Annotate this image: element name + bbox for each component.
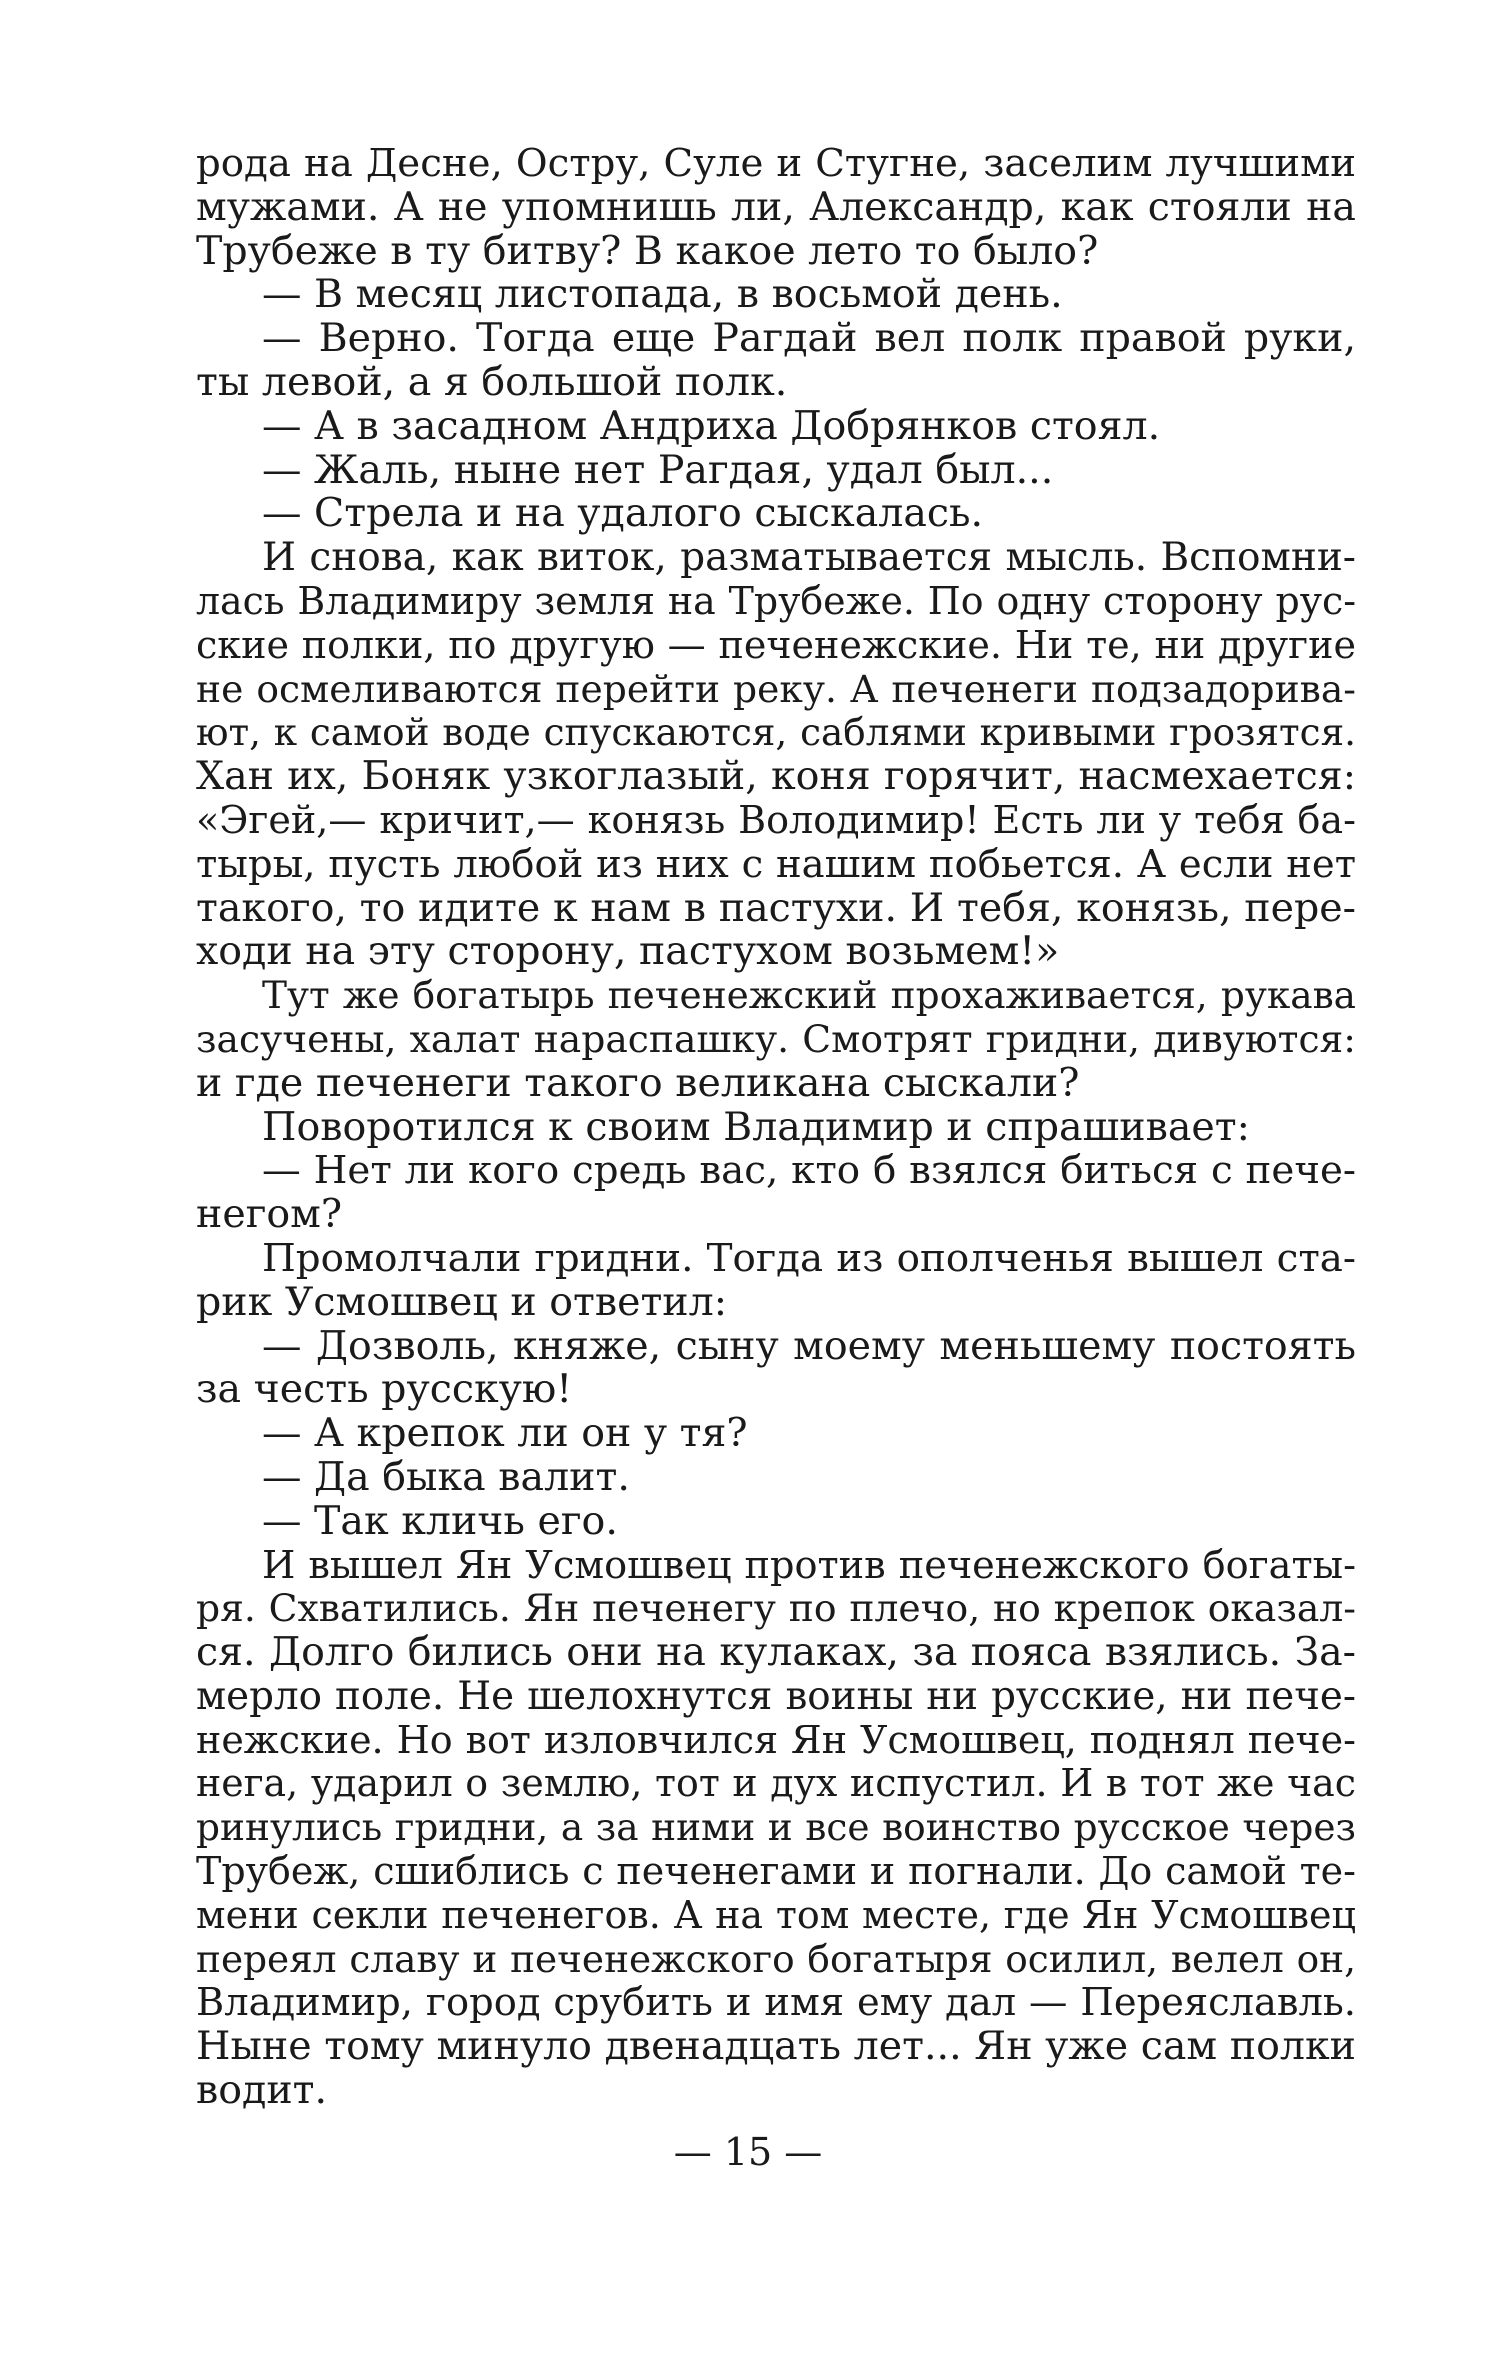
text-line: — Стрела и на удалого сыскалась.: [262, 490, 984, 537]
text-line: ся. Долго бились они на кулаках, за пояса взялись. За-: [196, 1629, 1356, 1676]
text-line: нега, ударил о землю, тот и дух испустил. И в тот же час: [196, 1761, 1356, 1806]
text-line: и где печенеги такого великана сыскали?: [196, 1059, 1080, 1106]
text-line: Трубеж, сшиблись с печенегами и погнали. До самой те-: [196, 1849, 1356, 1894]
text-line: Хан их, Боняк узкоглазый, коня горячит, насмехается:: [196, 753, 1356, 800]
text-line: — В месяц листопада, в восьмой день.: [262, 271, 1063, 318]
body-text: [196, 142, 1356, 2113]
text-line: Владимир, город срубить и имя ему дал — Переяславль.: [196, 1980, 1356, 2026]
text-line: — Дозволь, княже, сыну моему меньшему постоять: [262, 1322, 1356, 1369]
text-line: мерло поле. Не шелохнутся воины ни русские, ни пече-: [196, 1673, 1356, 1719]
text-line: Промолчали гридни. Тогда из ополченья вышел ста-: [262, 1235, 1356, 1281]
text-line: — А в засадном Андриха Добрянков стоял.: [262, 402, 1161, 449]
text-line: Поворотился к своим Владимир и спрашивает:: [262, 1103, 1250, 1150]
text-line: за честь русскую!: [196, 1366, 573, 1413]
text-line: Ныне тому минуло двенадцать лет... Ян уже сам полки: [196, 2023, 1356, 2070]
text-line: не осмеливаются перейти реку. А печенеги подзадорива-: [196, 666, 1356, 711]
text-line: засучены, халат нараспашку. Смотрят гридни, дивуются:: [196, 1016, 1356, 1061]
text-line: мужами. А не упомнишь ли, Александр, как стояли на: [196, 183, 1356, 230]
text-line: мени секли печенегов. А на том месте, где Ян Усмошвец: [196, 1892, 1356, 1937]
text-line: рода на Десне, Остру, Суле и Стугне, заселим лучшими: [196, 141, 1356, 186]
text-line: Трубеже в ту битву? В какое лето то было?: [196, 227, 1099, 274]
text-line: ты левой, а я большой полк.: [196, 358, 788, 405]
text-line: рик Усмошвец и ответил:: [196, 1278, 728, 1325]
text-line: — Жаль, ныне нет Рагдая, удал был...: [262, 446, 1054, 493]
text-line: тыры, пусть любой из них с нашим побьется. А если нет: [196, 841, 1356, 887]
text-line: переял славу и печенежского богатыря осилил, велел он,: [196, 1936, 1356, 1981]
text-line: ходи на эту сторону, пастухом возьмем!»: [196, 928, 1060, 975]
page-number: — 15 —: [673, 2130, 823, 2174]
text-line: И вышел Ян Усмошвец против печенежского богаты-: [262, 1542, 1356, 1588]
text-line: водит.: [196, 2067, 328, 2114]
text-line: И снова, как виток, разматывается мысль. Вспомни-: [262, 535, 1356, 581]
text-line: ют, к самой воде спускаются, саблями кривыми грозятся.: [196, 710, 1356, 755]
text-line: — Нет ли кого средь вас, кто б взялся биться с пече-: [262, 1148, 1356, 1194]
text-line: лась Владимиру земля на Трубеже. По одну сторону рус-: [196, 578, 1356, 623]
text-line: нежские. Но вот изловчился Ян Усмошвец, поднял пече-: [196, 1717, 1356, 1762]
text-line: — Да быка валит.: [262, 1453, 630, 1500]
text-line: ря. Схватились. Ян печенегу по плечо, но крепок оказал-: [196, 1586, 1356, 1631]
text-line: — Так кличь его.: [262, 1497, 618, 1544]
text-line: ринулись гридни, а за ними и все воинство русское через: [196, 1805, 1356, 1850]
text-line: «Эгей,— кричит,— конязь Володимир! Есть ли у тебя ба-: [196, 797, 1356, 842]
text-line: Тут же богатырь печенежский прохаживается, рукава: [262, 973, 1356, 1018]
text-line: негом?: [196, 1191, 343, 1238]
text-line: — Верно. Тогда еще Рагдай вел полк правой руки,: [262, 315, 1356, 362]
text-line: — А крепок ли он у тя?: [262, 1410, 748, 1457]
text-line: ские полки, по другую — печенежские. Ни те, ни другие: [196, 622, 1356, 667]
text-line: такого, то идите к нам в пастухи. И тебя, конязь, пере-: [196, 884, 1356, 931]
